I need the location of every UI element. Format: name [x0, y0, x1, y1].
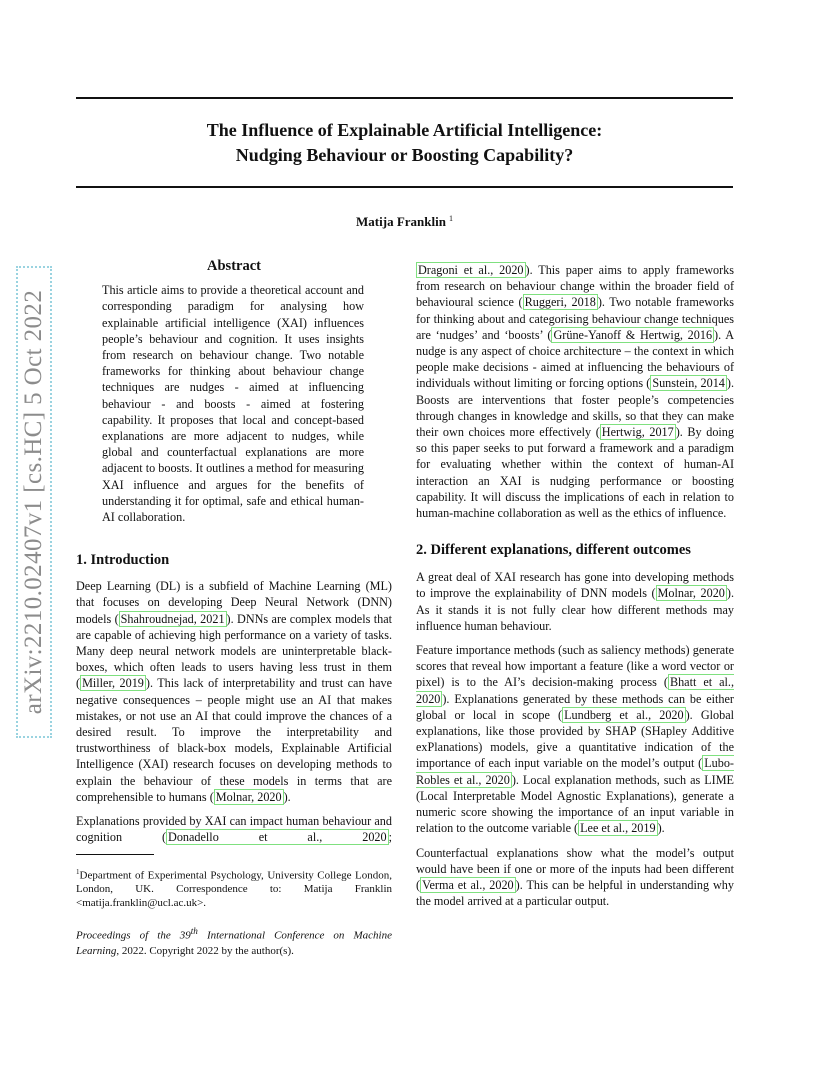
- citation-link[interactable]: Miller, 2019: [82, 676, 144, 691]
- author-line: [76, 214, 733, 230]
- left-column: [76, 258, 392, 959]
- proceedings-note: [76, 924, 392, 959]
- title-line-1: The Influence of Explainable Artificial Intelligence:: [206, 120, 603, 140]
- citation-link[interactable]: Shahroudnejad, 2021: [120, 611, 225, 626]
- footnote-text: Department of Experimental Psychology, University College London, London, UK. Correspondence to: Matija Franklin <matija.franklin@ucl.ac.uk>.: [76, 869, 392, 910]
- footnote: [76, 865, 392, 911]
- introduction-heading: 1. Introduction: [76, 552, 170, 569]
- citation-link[interactable]: Hertwig, 2017: [601, 425, 674, 440]
- citation-link[interactable]: Lee et al., 2019: [580, 821, 656, 836]
- title-rule-bottom: [76, 186, 733, 188]
- citation-link[interactable]: Ruggeri, 2018: [524, 295, 596, 310]
- citation-link[interactable]: Molnar, 2020: [215, 789, 282, 804]
- proceedings-copyright: , 2022. Copyright 2022 by the author(s).: [116, 944, 294, 957]
- title-line-2: Nudging Behaviour or Boosting Capability?: [235, 145, 574, 165]
- author-affiliation-mark: 1: [448, 214, 453, 223]
- citation-link[interactable]: Grüne-Yanoff & Hertwig, 2016: [553, 327, 713, 342]
- introduction-paragraph-1: Deep Learning (DL) is a subfield of Machine Learning (ML) that focuses on developing Deep Neural Network (DNN) models ( Shahroudnejad, 2021 ). DNNs are complex models that are capable of achieving high performance on a variety of tasks. Many deep neural network models are uninterpretable black-boxes, which often leads to users having less trust in them ( Miller, 2019 ). This lack of interpretability and trust can have negative consequences – people might use an AI that makes mistakes, or not use an AI that could improve the chances of a desired result. To improve the interpretability and trustworthiness of black-box models, Explainable Artificial Intelligence (XAI) research focuses on developing methods to explain the behaviour of these models in terms that are comprehensible to humans ( Molnar, 2020 ).: [76, 579, 393, 804]
- introduction-paragraph-2: Explanations provided by XAI can impact human behaviour and cognition ( Donadello et al., 2020 ;: [76, 814, 392, 845]
- title-rule-top: [76, 97, 733, 99]
- citation-link[interactable]: Verma et al., 2020: [422, 877, 514, 892]
- section-2-paragraph-1: A great deal of XAI research has gone into developing methods to improve the explainability of DNN models ( Molnar, 2020 ). As it stands it is not fully clear how different methods may influence human behaviour.: [416, 570, 734, 633]
- citation-link[interactable]: Donadello et al., 2020: [168, 830, 387, 845]
- citation-link[interactable]: Dragoni et al., 2020: [418, 263, 524, 277]
- citation-link[interactable]: Lundberg et al., 2020: [564, 707, 684, 722]
- arxiv-stamp-text[interactable]: arXiv:2210.02407v1 [cs.HC] 5 Oct 2022: [20, 289, 47, 715]
- introduction-paragraph-2-continued: Dragoni et al., 2020 ). This paper aims to apply frameworks from research on behaviour change within the broader field of behavioural science ( Ruggeri, 2018 ). Two notable frameworks for thinking about and categorising behaviour change techniques are ‘nudges’ and ‘boosts’ ( Grüne-Yanoff & Hertwig, 2016 ). A nudge is any aspect of choice architecture – the context in which people make decisions - aimed at influencing the behaviours of individuals without limiting or forcing options ( Sunstein, 2014 ). Boosts are interventions that foster people’s competencies through changes in knowledge and skills, so that they can make their own choices more effectively ( Hertwig, 2017 ). By doing so this paper seeks to put forward a framework and a paradigm for evaluating whether within the context of human-AI interaction an XAI is nudging performance or boosting capability. It will discuss the implications of each in relation to human-machine collaboration as well as the ethics of influence.: [416, 263, 735, 521]
- footnote-rule: [76, 854, 154, 855]
- footnote-mark: 1: [76, 867, 80, 876]
- proceedings-ordinal: th: [190, 926, 198, 937]
- section-2-paragraph-3: Counterfactual explanations show what the model’s output would have been if one or more of the inputs had been different ( Verma et al., 2020 ). This can be helpful in understanding why the model arrived at a particular output.: [416, 845, 734, 909]
- proceedings-venue-prefix: Proceedings of the 39: [76, 929, 191, 942]
- author-name: Matija Franklin: [356, 214, 446, 229]
- citation-link[interactable]: Lubo-Robles et al., 2020: [416, 756, 734, 787]
- paper-title: [76, 118, 733, 168]
- citation-link[interactable]: Sunstein, 2014: [652, 376, 725, 391]
- citation-link[interactable]: Molnar, 2020: [657, 586, 725, 601]
- abstract-heading: Abstract: [207, 258, 261, 274]
- citation-link[interactable]: Bhatt et al., 2020: [416, 675, 734, 706]
- section-2-heading: 2. Different explanations, different outcomes: [416, 542, 691, 559]
- proceedings-venue: International Conference on Machine Learning: [76, 929, 392, 957]
- abstract-text: This article aims to provide a theoretical account and corresponding paradigm for analysing how explainable artificial intelligence (XAI) influences people’s behaviour and cognition. It uses insights from research on behaviour change. Two notable frameworks for thinking about behaviour change techniques are nudges - aimed at influencing behaviour - and boosts - aimed at fostering capability. It proposes that local and concept-based explanations are more adjacent to nudges, while global and counterfactual explanations are more adjacent to boosts. It outlines a method for measuring XAI influence and argues for the benefits of understanding it for optimal, safe and ethical human-AI collaboration.: [102, 283, 364, 525]
- section-2-paragraph-2: Feature importance methods (such as saliency methods) generate scores that reveal how important a feature (like a word vector or pixel) is to the AI’s decision-making process ( Bhatt et al., 2020 ). Explanations generated by these methods can be either global or local in scope ( Lundberg et al., 2020 ). Global explanations, like those provided by SHAP (SHapley Additive exPlanations) models, give a quantitative indication of the importance of each input variable on the model’s output ( Lubo-Robles et al., 2020 ). Local explanation methods, such as LIME (Local Interpretable Model Agnostic Explanations), generate a numeric score showing the importance of an input variable in relation to the outcome variable ( Lee et al., 2019 ).: [416, 643, 735, 836]
- right-column: [416, 262, 734, 917]
